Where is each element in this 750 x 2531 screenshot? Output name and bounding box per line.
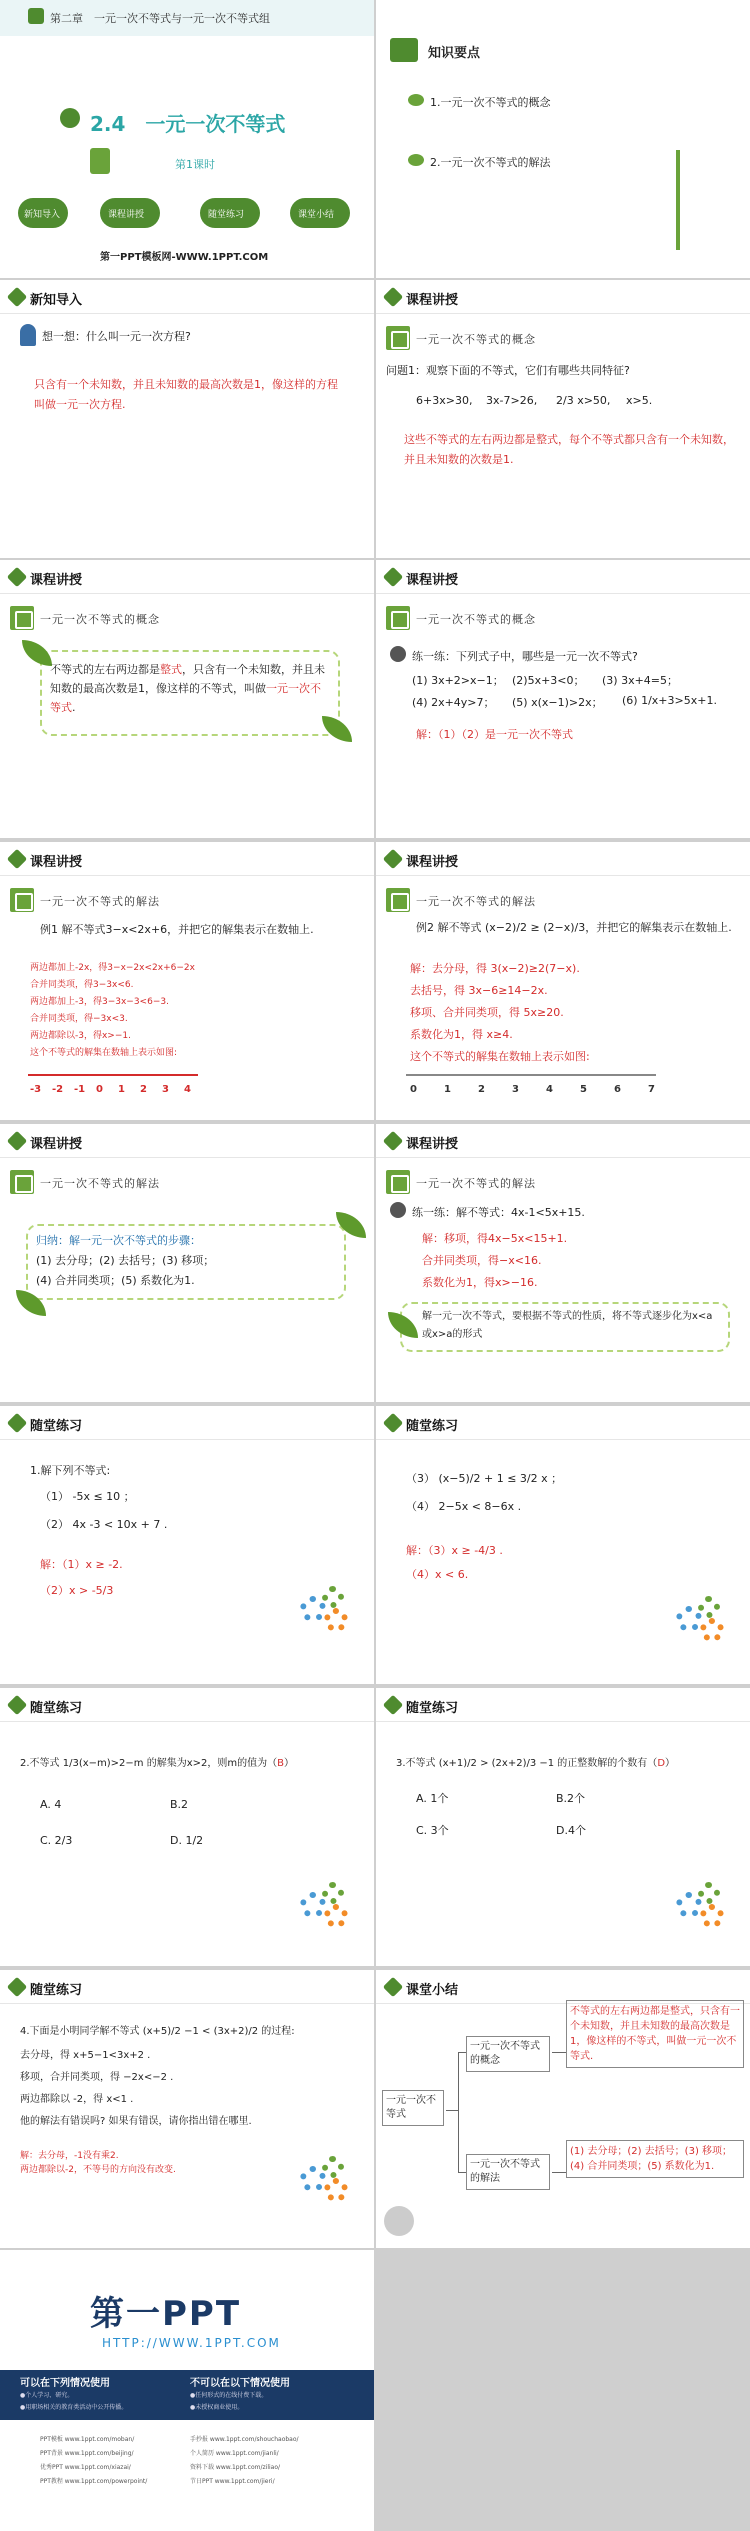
bag-icon xyxy=(90,148,110,174)
slide-heading: 随堂练习 xyxy=(406,1419,459,1434)
slide-header xyxy=(376,1406,750,1440)
item-3: (3) 3x+4=5； xyxy=(602,674,679,687)
slide-heading: 课程讲授 xyxy=(406,293,459,308)
question: 3.不等式 (x+1)/2 > (2x+2)/3 −1 的正整数解的个数有（D） xyxy=(396,1758,676,1769)
slide-practice-2 xyxy=(376,1406,750,1684)
slide-heading: 随堂练习 xyxy=(30,1983,83,1998)
lesson-number: 第1课时 xyxy=(175,158,215,171)
summary-detail-method: (1) 去分母；(2) 去括号；(3) 移项；(4) 合并同类项；(5) 系数化为1. xyxy=(566,2140,744,2178)
connector xyxy=(458,2052,466,2053)
axis-tick-label: 1 xyxy=(118,1084,125,1095)
answer-4: （4）x < 6. xyxy=(406,1568,469,1581)
step-4: 他的解法有错误吗? 如果有错误，请你指出错在哪里. xyxy=(20,2116,252,2127)
answer-1: 解：去分母，-1没有乘2. xyxy=(20,2151,119,2161)
option-b: B.2个 xyxy=(556,1792,586,1805)
usage-cannot-title: 不可以在以下情况使用 xyxy=(190,2378,290,2389)
slide-header xyxy=(0,1688,374,1722)
problem-1: 问题1：观察下面的不等式，它们有哪些共同特征? xyxy=(386,364,630,377)
option-d: D.4个 xyxy=(556,1824,586,1837)
question: 想一想：什么叫一元一次方程? xyxy=(42,330,191,343)
leaf-icon xyxy=(322,716,352,742)
link-5[interactable]: 手抄报 www.1ppt.com/shouchaobao/ xyxy=(190,2436,299,2443)
slide-header xyxy=(0,1124,374,1158)
slide-key-points xyxy=(376,0,750,278)
connector xyxy=(458,2172,466,2173)
step-4: 合并同类项，得−3x<3. xyxy=(30,1014,128,1024)
step-3: 两边都加上-3，得3−3x−3<6−3. xyxy=(30,997,169,1007)
ineq-2: 3x-7>26, xyxy=(486,394,538,407)
slide-header xyxy=(376,280,750,314)
connector xyxy=(552,2052,566,2053)
link-6[interactable]: 个人简历 www.1ppt.com/jianli/ xyxy=(190,2450,279,2457)
step-6: 这个不等式的解集在数轴上表示如图: xyxy=(30,1048,178,1058)
header-icon xyxy=(383,1695,403,1715)
practice-icon xyxy=(390,1202,406,1218)
ineq-4: x>5. xyxy=(626,394,653,407)
leaf-bullet-icon xyxy=(408,154,424,166)
axis-tick-label: 1 xyxy=(444,1084,451,1095)
brand-logo: 第一PPT xyxy=(90,2294,242,2334)
header-icon xyxy=(383,1131,403,1151)
subsection-title: 一元一次不等式的解法 xyxy=(416,895,536,908)
chapter-label: 第二章 一元一次不等式与一元一次不等式组 xyxy=(50,12,270,25)
usage-cannot-2: ●未授权商业使用。 xyxy=(190,2404,244,2411)
lesson-title: 2.4 一元一次不等式 xyxy=(90,112,286,136)
link-3[interactable]: 优秀PPT www.1ppt.com/xiazai/ xyxy=(40,2464,131,2471)
answer-2: （2）x > -5/3 xyxy=(40,1584,114,1597)
header-icon xyxy=(7,567,27,587)
subsection xyxy=(10,888,210,912)
step-1: 去分母，得 x+5−1<3x+2 . xyxy=(20,2050,151,2061)
slide-practice-3 xyxy=(0,1688,374,1966)
section-icon xyxy=(10,606,34,630)
header-icon xyxy=(7,1977,27,1997)
question: 2.不等式 1/3(x−m)>2−m 的解集为x>2，则m的值为（B） xyxy=(20,1758,294,1769)
slide-brand-info xyxy=(0,2250,374,2531)
slide-heading: 随堂练习 xyxy=(406,1701,459,1716)
axis-tick-label: 0 xyxy=(96,1084,103,1095)
slide-summary-steps xyxy=(0,1124,374,1402)
steps-line-3: (4) 合并同类项；(5) 系数化为1. xyxy=(36,1274,195,1287)
header-icon xyxy=(7,1413,27,1433)
practice-question: 练一练：解不等式：4x-1<5x+15. xyxy=(412,1206,585,1219)
axis-tick-label: 2 xyxy=(140,1084,147,1095)
slide-header xyxy=(376,1688,750,1722)
step-4: 系数化为1，得 x≥4. xyxy=(410,1028,513,1041)
connector xyxy=(552,2172,566,2173)
slide-heading: 课程讲授 xyxy=(30,855,83,870)
number-line xyxy=(28,1074,198,1076)
header-icon xyxy=(7,1131,27,1151)
slide-practice-5 xyxy=(0,1970,374,2248)
section-icon xyxy=(386,1170,410,1194)
axis-tick-label: -2 xyxy=(52,1084,64,1095)
summary-branch-method: 一元一次不等式的解法 xyxy=(466,2154,550,2190)
subsection xyxy=(386,888,586,912)
header-icon xyxy=(383,287,403,307)
answer-1: 解：（1）x ≥ -2. xyxy=(40,1558,123,1571)
slide-concept-def xyxy=(0,560,374,838)
axis-tick-label: -1 xyxy=(74,1084,86,1095)
option-d: D. 1/2 xyxy=(170,1834,204,1847)
item-2: （2） 4x -3 < 10x + 7 . xyxy=(40,1518,168,1531)
axis-tick-label: 0 xyxy=(410,1084,417,1095)
section-icon xyxy=(10,1170,34,1194)
nav-summary[interactable]: 课堂小结 xyxy=(290,198,350,228)
header-icon xyxy=(383,849,403,869)
gears-icon xyxy=(300,1586,360,1636)
step-1: 解：去分母，得 3(x−2)≥2(7−x). xyxy=(410,962,580,975)
slide-concept-intro xyxy=(376,280,750,558)
slide-solve-practice xyxy=(376,1124,750,1402)
option-c: C. 2/3 xyxy=(40,1834,73,1847)
subsection-title: 一元一次不等式的概念 xyxy=(40,613,160,626)
nav-new-knowledge[interactable]: 新知导入 xyxy=(18,198,68,228)
practice-question: 练一练：下列式子中，哪些是一元一次不等式? xyxy=(412,650,638,663)
ineq-3: 2/3 x>50, xyxy=(556,394,611,407)
link-2[interactable]: PPT背景 www.1ppt.com/beijing/ xyxy=(40,2450,134,2457)
slide-concept-practice xyxy=(376,560,750,838)
subsection-title: 一元一次不等式的概念 xyxy=(416,613,536,626)
link-8[interactable]: 节日PPT www.1ppt.com/jieri/ xyxy=(190,2478,275,2485)
key-point-2: 2.一元一次不等式的解法 xyxy=(430,156,551,169)
axis-tick-label: 2 xyxy=(478,1084,485,1095)
step-2: 移项，合并同类项，得 −2x<−2 . xyxy=(20,2072,174,2083)
axis-tick-label: 4 xyxy=(546,1084,553,1095)
option-c: C. 3个 xyxy=(416,1824,449,1837)
leaf-bullet-icon xyxy=(408,94,424,106)
option-b: B.2 xyxy=(170,1798,189,1811)
section-icon xyxy=(10,888,34,912)
example-question: 例1 解不等式3−x<2x+6，并把它的解集表示在数轴上. xyxy=(40,923,314,936)
slide-example-2 xyxy=(376,842,750,1120)
slide-title xyxy=(0,0,374,278)
example-question: 例2 解不等式 (x−2)/2 ≥ (2−x)/3，并把它的解集表示在数轴上. xyxy=(416,921,732,934)
step-2: 合并同类项，得−x<16. xyxy=(422,1254,542,1267)
item-4: (4) 2x+4y>7； xyxy=(412,696,495,709)
step-1: 两边都加上-2x，得3−x−2x<2x+6−2x xyxy=(30,963,195,973)
question: 4.下面是小明同学解不等式 (x+5)/2 −1 < (3x+2)/2 的过程: xyxy=(20,2026,295,2037)
axis-tick-label: 5 xyxy=(580,1084,587,1095)
summary-root: 一元一次不等式 xyxy=(382,2090,444,2126)
clover-icon xyxy=(60,108,80,128)
slide-practice-1 xyxy=(0,1406,374,1684)
nav-practice[interactable]: 随堂练习 xyxy=(200,198,260,228)
axis-tick-label: 3 xyxy=(162,1084,169,1095)
axis-tick-label: 7 xyxy=(648,1084,655,1095)
slide-heading: 新知导入 xyxy=(30,293,83,308)
item-3: （3） (x−5)/2 + 1 ≤ 3/2 x ； xyxy=(406,1472,563,1485)
subsection xyxy=(10,1170,210,1194)
step-2: 去括号，得 3x−6≥14−2x. xyxy=(410,984,548,997)
key-point-1: 1.一元一次不等式的概念 xyxy=(430,96,551,109)
slide-heading: 课程讲授 xyxy=(406,1137,459,1152)
step-3: 两边都除以 -2，得 x<1 . xyxy=(20,2094,134,2105)
steps-line-2: (1) 去分母；(2) 去括号；(3) 移项； xyxy=(36,1254,215,1267)
chapter-icon xyxy=(28,8,44,24)
gears-icon xyxy=(676,1882,736,1932)
slide-header xyxy=(0,1406,374,1440)
link-7[interactable]: 资料下载 www.1ppt.com/ziliao/ xyxy=(190,2464,281,2471)
header-icon xyxy=(383,1413,403,1433)
step-2: 合并同类项，得3−3x<6. xyxy=(30,980,134,990)
slide-header xyxy=(376,1970,750,2004)
nav-course[interactable]: 课程讲授 xyxy=(100,198,160,228)
usage-can-2: ●用职场相关的教育类活动中公开传播。 xyxy=(20,2404,128,2411)
option-a: A. 4 xyxy=(40,1798,62,1811)
subsection xyxy=(10,606,210,630)
connector xyxy=(446,2110,458,2111)
step-3: 移项、合并同类项，得 5x≥20. xyxy=(410,1006,564,1019)
axis-tick-label: 6 xyxy=(614,1084,621,1095)
subsection-title: 一元一次不等式的概念 xyxy=(416,333,536,346)
answer: 解：（1）（2）是一元一次不等式 xyxy=(416,728,573,741)
slide-heading: 课程讲授 xyxy=(406,855,459,870)
subsection-title: 一元一次不等式的解法 xyxy=(40,1177,160,1190)
header-icon xyxy=(7,849,27,869)
summary-detail-concept: 不等式的左右两边都是整式，只含有一个未知数，并且未知数的最高次数是1，像这样的不等式，叫做一元一次不等式. xyxy=(566,2000,744,2068)
key-points-title: 知识要点 xyxy=(428,46,481,61)
item-1: (1) 3x+2>x−1； xyxy=(412,674,504,687)
practice-icon xyxy=(390,646,406,662)
option-a: A. 1个 xyxy=(416,1792,449,1805)
definition-text: 不等式的左右两边都是整式，只含有一个未知数，并且未知数的最高次数是1，像这样的不等式，叫做一元一次不等式. xyxy=(50,663,325,714)
slide-header xyxy=(376,560,750,594)
step-1: 解：移项，得4x−5x<15+1. xyxy=(422,1232,568,1245)
gears-icon xyxy=(300,2156,360,2206)
slide-heading: 课程讲授 xyxy=(406,573,459,588)
item-4: （4） 2−5x < 8−6x . xyxy=(406,1500,522,1513)
summary-branch-concept: 一元一次不等式的概念 xyxy=(466,2036,550,2072)
answer: 这些不等式的左右两边都是整式，每个不等式都只含有一个未知数，并且未知数的次数是1. xyxy=(404,433,734,466)
slide-heading: 随堂练习 xyxy=(30,1419,83,1434)
thinker-icon xyxy=(20,324,36,346)
steps-line-1: 归纳：解一元一次不等式的步骤： xyxy=(36,1234,201,1247)
section-icon xyxy=(386,606,410,630)
step-3: 系数化为1，得x>−16. xyxy=(422,1276,538,1289)
subsection xyxy=(386,326,586,350)
subsection xyxy=(386,606,586,630)
slide-class-summary xyxy=(376,1970,750,2248)
slide-heading: 课程讲授 xyxy=(30,573,83,588)
header-icon xyxy=(7,1695,27,1715)
connector xyxy=(458,2052,459,2172)
answer: 只含有一个未知数，并且未知数的最高次数是1，像这样的方程叫做一元一次方程. xyxy=(34,378,338,411)
gears-icon xyxy=(676,1596,736,1646)
tip-text: 解一元一次不等式，要根据不等式的性质，将不等式逐步化为x<a或x>a的形式 xyxy=(422,1311,713,1340)
axis-tick-label: 4 xyxy=(184,1084,191,1095)
slide-header xyxy=(0,842,374,876)
axis-tick-label: -3 xyxy=(30,1084,42,1095)
key-points-icon xyxy=(390,38,418,62)
number-line xyxy=(406,1074,656,1076)
slide-heading: 随堂练习 xyxy=(30,1701,83,1716)
subsection-title: 一元一次不等式的解法 xyxy=(40,895,160,908)
brand-url[interactable]: HTTP://WWW.1PPT.COM xyxy=(102,2336,281,2350)
ineq-1: 6+3x>30, xyxy=(416,394,473,407)
usage-can-1: ●个人学习、研究。 xyxy=(20,2392,74,2399)
subsection xyxy=(386,1170,586,1194)
globe-icon xyxy=(384,2206,414,2236)
subsection-title: 一元一次不等式的解法 xyxy=(416,1177,536,1190)
answer-2: 两边都除以-2，不等号的方向没有改变. xyxy=(20,2165,176,2175)
item-5: (5) x(x−1)>2x； xyxy=(512,696,603,709)
step-5: 这个不等式的解集在数轴上表示如图: xyxy=(410,1050,590,1063)
leaf-icon xyxy=(22,640,52,666)
link-1[interactable]: PPT模板 www.1ppt.com/moban/ xyxy=(40,2436,135,2443)
usage-can-title: 可以在下列情况使用 xyxy=(20,2378,110,2389)
brand-text: 第一PPT模板网-WWW.1PPT.COM xyxy=(100,252,269,263)
item-1: （1） -5x ≤ 10 ； xyxy=(40,1490,135,1503)
item-2: (2)5x+3<0； xyxy=(512,674,585,687)
slide-header xyxy=(376,842,750,876)
header-icon xyxy=(383,1977,403,1997)
section-icon xyxy=(386,326,410,350)
header-icon xyxy=(383,567,403,587)
gears-icon xyxy=(300,1882,360,1932)
link-4[interactable]: PPT教程 www.1ppt.com/powerpoint/ xyxy=(40,2478,148,2485)
question: 1.解下列不等式: xyxy=(30,1464,111,1477)
item-6: (6) 1/x+3>5x+1. xyxy=(622,694,717,707)
axis-tick-label: 3 xyxy=(512,1084,519,1095)
slide-example-1 xyxy=(0,842,374,1120)
slide-practice-4 xyxy=(376,1688,750,1966)
slide-header xyxy=(0,1970,374,2004)
header-icon xyxy=(7,287,27,307)
slide-header xyxy=(0,280,374,314)
slide-header xyxy=(376,1124,750,1158)
section-icon xyxy=(386,888,410,912)
answer-3: 解：（3）x ≥ -4/3 . xyxy=(406,1544,503,1557)
slide-new-intro xyxy=(0,280,374,558)
plant-decoration xyxy=(676,150,716,250)
slide-heading: 课堂小结 xyxy=(406,1983,459,1998)
step-5: 两边都除以-3，得x>−1. xyxy=(30,1031,131,1041)
usage-cannot-1: ●任何形式的在线付费下载。 xyxy=(190,2392,268,2399)
slide-header xyxy=(0,560,374,594)
slide-heading: 课程讲授 xyxy=(30,1137,83,1152)
